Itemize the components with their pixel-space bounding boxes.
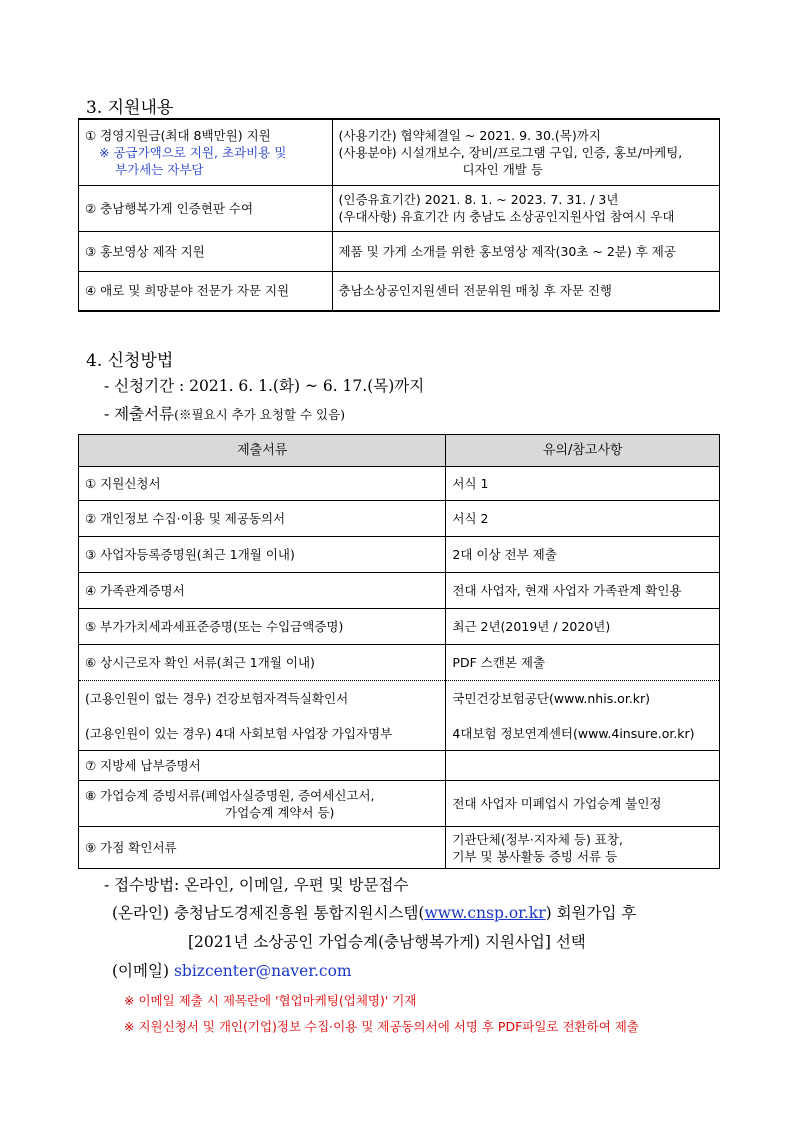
support-detail: (사용기간) 협약체결일 ~ 2021. 9. 30.(목)까지	[338, 127, 601, 143]
doc-note-cont: 기부 및 봉사활동 증빙 서류 등	[452, 848, 618, 864]
section3-title: 3. 지원내용	[86, 98, 174, 118]
support-item-label: ④ 애로 및 희망분야 전문가 자문 지원	[79, 271, 333, 311]
doc-note: 전대 사업자, 현재 사업자 가족관계 확인용	[446, 573, 720, 609]
doc-name-cont: 가업승계 계약서 등)	[225, 804, 335, 820]
table-row	[79, 537, 720, 573]
doc-note: 기관단체(정부·지자체 등) 표창,	[452, 831, 623, 847]
support-note: ※ 공급가액으로 지원, 초과비용 및	[99, 144, 287, 160]
doc-name: ② 개인정보 수집·이용 및 제공동의서	[79, 501, 446, 537]
email-note: ※ 이메일 제출 시 제목란에 '협업마케팅(업체명)' 기재	[124, 993, 417, 1008]
support-item-label: ③ 홍보영상 제작 지원	[79, 231, 333, 271]
support-detail: 제품 및 가게 소개를 위한 홍보영상 제작(30초 ~ 2분) 후 제공	[332, 231, 719, 271]
email-link[interactable]: sbizcenter@naver.com	[173, 962, 352, 980]
support-row	[79, 119, 720, 185]
application-period: - 신청기간 : 2021. 6. 1.(화) ~ 6. 17.(목)까지	[104, 377, 425, 395]
support-item-label: ② 충남행복가게 인증현판 수여	[79, 185, 333, 231]
doc-name: ① 지원신청서	[79, 467, 446, 501]
doc-name: ⑨ 가점 확인서류	[79, 827, 446, 869]
header-notes: 유의/참고사항	[446, 435, 720, 467]
support-table	[78, 118, 720, 312]
email-prefix: (이메일)	[112, 962, 174, 980]
support-detail: 충남소상공인지원센터 전문위원 매칭 후 자문 진행	[332, 271, 719, 311]
table-row	[79, 645, 720, 681]
support-row	[79, 231, 720, 271]
support-note: 부가세는 자부담	[115, 161, 204, 177]
header-documents: 제출서류	[79, 435, 446, 467]
section4-title: 4. 신청방법	[86, 351, 174, 371]
documents-label: - 제출서류	[104, 405, 175, 423]
table-row	[79, 467, 720, 501]
doc-name: ④ 가족관계증명서	[79, 573, 446, 609]
support-row	[79, 271, 720, 311]
online-suffix: ) 회원가입 후	[545, 904, 637, 922]
doc-note: 4대보험 정보연계센터(www.4insure.or.kr)	[446, 717, 720, 751]
doc-name: (고용인원이 없는 경우) 건강보험자격득실확인서	[79, 681, 446, 717]
support-detail: 디자인 개발 등	[462, 161, 543, 177]
online-line	[112, 901, 636, 923]
doc-name: ⑧ 가업승계 증빙서류(폐업사실증명원, 증여세신고서,	[85, 787, 375, 803]
table-row	[79, 751, 720, 781]
doc-name: ⑦ 지방세 납부증명서	[79, 751, 446, 781]
doc-note: 최근 2년(2019년 / 2020년)	[446, 609, 720, 645]
table-row	[79, 717, 720, 751]
documents-heading	[104, 402, 345, 424]
table-row	[79, 827, 720, 869]
submission-method: - 접수방법: 온라인, 이메일, 우편 및 방문접수	[104, 876, 409, 894]
table-row	[79, 501, 720, 537]
doc-note: PDF 스캔본 제출	[446, 645, 720, 681]
doc-note: 전대 사업자 미폐업시 가업승계 불인정	[446, 781, 720, 827]
support-detail: (인증유효기간) 2021. 8. 1. ~ 2023. 7. 31. / 3년	[338, 192, 619, 207]
cnsp-link[interactable]: www.cnsp.or.kr	[424, 904, 546, 922]
support-row	[79, 185, 720, 231]
doc-name: (고용인원이 있는 경우) 4대 사회보험 사업장 가입자명부	[79, 717, 446, 751]
table-row	[79, 681, 720, 717]
table-row	[79, 609, 720, 645]
table-header	[79, 435, 720, 467]
doc-note: 서식 1	[446, 467, 720, 501]
support-detail: (우대사항) 유효기간 内 충남도 소상공인지원사업 참여시 우대	[338, 209, 675, 224]
support-item-label: ① 경영지원금(최대 8백만원) 지원	[85, 127, 271, 143]
documents-table	[78, 434, 720, 869]
signature-note: ※ 지원신청서 및 개인(기업)정보 수집·이용 및 제공동의서에 서명 후 PDF파일로 전환하여 제출	[124, 1019, 639, 1034]
online-line2: [2021년 소상공인 가업승계(충남행복가게) 지원사업] 선택	[188, 933, 586, 951]
doc-name: ⑥ 상시근로자 확인 서류(최근 1개월 이내)	[79, 645, 446, 681]
doc-note: 서식 2	[446, 501, 720, 537]
doc-name: ③ 사업자등록증명원(최근 1개월 이내)	[79, 537, 446, 573]
table-row	[79, 573, 720, 609]
online-prefix: (온라인) 충청남도경제진흥원 통합지원시스템(	[112, 904, 425, 922]
doc-note: 2대 이상 전부 제출	[446, 537, 720, 573]
doc-name: ⑤ 부가가치세과세표준증명(또는 수입금액증명)	[79, 609, 446, 645]
support-detail: (사용분야) 시설개보수, 장비/프로그램 구입, 인증, 홍보/마케팅,	[338, 144, 683, 160]
documents-note: (※필요시 추가 요청할 수 있음)	[174, 407, 346, 422]
doc-note	[446, 751, 720, 781]
table-row	[79, 781, 720, 827]
email-line	[112, 959, 352, 981]
doc-note: 국민건강보험공단(www.nhis.or.kr)	[446, 681, 720, 717]
